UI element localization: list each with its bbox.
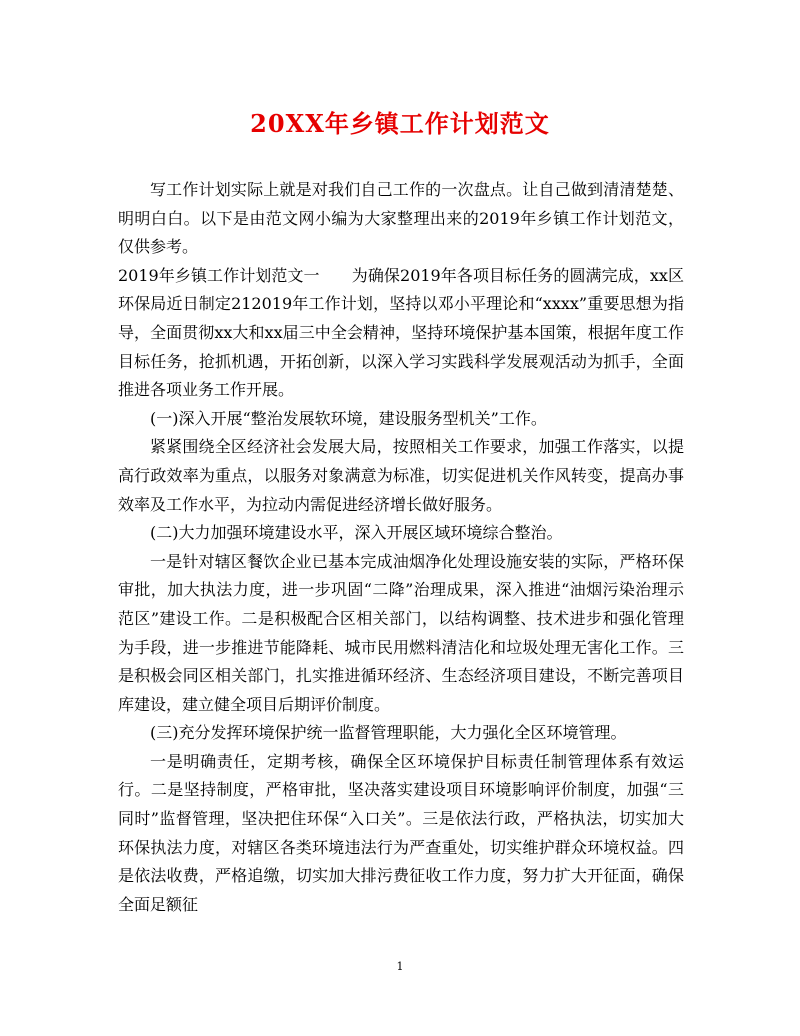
paragraph-plan-one: 2019年乡镇工作计划范文一 为确保2019年各项目标任务的圆满完成，xx区环保局近日制定212019年工作计划，坚持以邓小平理论和“xxxx”重要思想为指导，全面贯彻xx大和xx届三中全会精神，坚持环境保护基本国策，根据年度工作目标任务，抢抓机遇，开拓创新，以深入学习实践科学发展观活动为抓手，全面推进各项业务工作开展。: [118, 265, 684, 400]
document-body: [118, 176, 684, 919]
paragraph-intro: 写工作计划实际上就是对我们自己工作的一次盘点。让自己做到清清楚楚、明明白白。以下是由范文网小编为大家整理出来的2019年乡镇工作计划范文，仅供参考。: [118, 180, 684, 257]
page-number: 1: [396, 960, 404, 973]
paragraph-section-three: 一是明确责任，定期考核，确保全区环境保护目标责任制管理体系有效运行。二是坚持制度，严格审批，坚决落实建设项目环境影响评价制度，加强“三同时”监督管理，坚决把住环保“入口关”。三是依法行政，严格执法，切实加大环保执法力度，对辖区各类环境违法行为严查重处，切实维护群众环境权益。四是依法收费，严格追缴，切实加大排污费征收工作力度，努力扩大开征面，确保全面足额征: [118, 751, 684, 914]
paragraph-section-one: 紧紧围绕全区经济社会发展大局，按照相关工作要求，加强工作落实，以提高行政效率为重点，以服务对象满意为标准，切实促进机关作风转变，提高办事效率及工作水平，为拉动内需促进经济增长做好服务。: [118, 437, 684, 514]
heading-section-two: (二)大力加强环境建设水平，深入开展区域环境综合整治。: [150, 523, 563, 543]
heading-section-one: (一)深入开展“整治发展软环境，建设服务型机关”工作。: [150, 408, 547, 428]
heading-section-three: (三)充分发挥环境保护统一监督管理职能，大力强化全区环境管理。: [150, 723, 627, 743]
document-title: 20XX年乡镇工作计划范文: [250, 109, 550, 138]
paragraph-section-two: 一是针对辖区餐饮企业已基本完成油烟净化处理设施安装的实际，严格环保审批，加大执法力度，进一步巩固“二降”治理成果，深入推进“油烟污染治理示范区”建设工作。二是积极配合区相关部门，以结构调整、技术进步和强化管理为手段，进一步推进节能降耗、城市民用燃料清洁化和垃圾处理无害化工作。三是积极会同区相关部门，扎实推进循环经济、生态经济项目建设，不断完善项目库建设，建立健全项目后期评价制度。: [118, 551, 684, 714]
